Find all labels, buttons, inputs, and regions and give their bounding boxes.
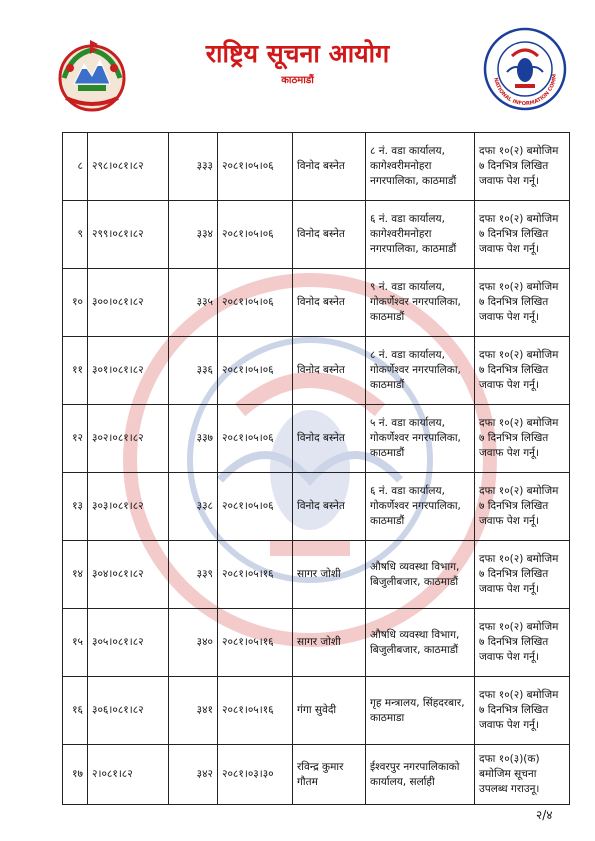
applicant-name-cell: विनोद बस्नेत [293, 473, 366, 541]
registration-number-cell: २९८।०८१।८२ [88, 133, 169, 201]
date-cell: २०८१।०५।०६ [218, 473, 293, 541]
public-body-cell: ६ नं. वडा कार्यालय, गोकर्णेश्वर नगरपालिका, काठमाडौं [366, 473, 475, 541]
applicant-name-cell: विनोद बस्नेत [293, 337, 366, 405]
applicant-name-cell: विनोद बस्नेत [293, 133, 366, 201]
serial-number-cell: १७ [63, 745, 88, 805]
serial-number-cell: ९ [63, 201, 88, 269]
date-cell: २०८१।०५।१६ [218, 677, 293, 745]
case-number-cell: ३३४ [169, 201, 218, 269]
date-cell: २०८१।०५।१६ [218, 609, 293, 677]
page-title: राष्ट्रिय सूचना आयोग [205, 39, 390, 68]
table-row [63, 201, 570, 269]
registration-number-cell: ३०१।०८१।८२ [88, 337, 169, 405]
applicant-name-cell: विनोद बस्नेत [293, 201, 366, 269]
case-number-cell: ३३५ [169, 269, 218, 337]
serial-number-cell: १३ [63, 473, 88, 541]
date-cell: २०८१।०५।०६ [218, 133, 293, 201]
decision-cell: दफा १०(२) बमोजिम ७ दिनभित्र लिखित जवाफ पेश गर्नू। [475, 269, 570, 337]
registration-number-cell: ३०२।०८१।८२ [88, 405, 169, 473]
date-cell: २०८१।०५।०६ [218, 405, 293, 473]
decision-cell: दफा १०(२) बमोजिम ७ दिनभित्र लिखित जवाफ पेश गर्नू। [475, 337, 570, 405]
table-row [63, 133, 570, 201]
applicant-name-cell: विनोद बस्नेत [293, 405, 366, 473]
applicant-name-cell: रविन्द्र कुमार गौतम [293, 745, 366, 805]
serial-number-cell: १५ [63, 609, 88, 677]
public-body-cell: ८ नं. वडा कार्यालय, गोकर्णेश्वर नगरपालिका, काठमाडौं [366, 337, 475, 405]
registration-number-cell: ३०४।०८१।८२ [88, 541, 169, 609]
table-row [63, 745, 570, 805]
table-row [63, 609, 570, 677]
serial-number-cell: १६ [63, 677, 88, 745]
decision-cell: दफा १०(२) बमोजिम ७ दिनभित्र लिखित जवाफ पेश गर्नू। [475, 473, 570, 541]
registration-number-cell: ३०५।०८१।८२ [88, 609, 169, 677]
serial-number-cell: ८ [63, 133, 88, 201]
table-row [63, 337, 570, 405]
serial-number-cell: ११ [63, 337, 88, 405]
applicant-name-cell: विनोद बस्नेत [293, 269, 366, 337]
decision-cell: दफा १०(२) बमोजिम ७ दिनभित्र लिखित जवाफ पेश गर्नू। [475, 405, 570, 473]
decision-cell: दफा १०(२) बमोजिम ७ दिनभित्र लिखित जवाफ पेश गर्नू। [475, 541, 570, 609]
registration-number-cell: ३०६।०८१।८२ [88, 677, 169, 745]
decision-cell: दफा १०(३)(क) बमोजिम सूचना उपलब्ध गराउनू। [475, 745, 570, 805]
serial-number-cell: १० [63, 269, 88, 337]
table-row [63, 541, 570, 609]
table-row [63, 677, 570, 745]
registration-number-cell: २।०८१।८२ [88, 745, 169, 805]
registration-number-cell: २९९।०८१।८२ [88, 201, 169, 269]
records-table [62, 132, 570, 805]
registration-number-cell: ३००।०८१।८२ [88, 269, 169, 337]
page-number: २/४ [536, 808, 553, 822]
public-body-cell: औषधि व्यवस्था विभाग, बिजुलीबजार, काठमाडौं [366, 609, 475, 677]
case-number-cell: ३३३ [169, 133, 218, 201]
public-body-cell: ८ नं. वडा कार्यालय, कागेश्वरीमनोहरा नगरपालिका, काठमाडौं [366, 133, 475, 201]
serial-number-cell: १२ [63, 405, 88, 473]
case-number-cell: ३३६ [169, 337, 218, 405]
case-number-cell: ३३८ [169, 473, 218, 541]
case-number-cell: ३३७ [169, 405, 218, 473]
applicant-name-cell: गंगा सुवेदी [293, 677, 366, 745]
registration-number-cell: ३०३।०८१।८२ [88, 473, 169, 541]
decision-cell: दफा १०(२) बमोजिम ७ दिनभित्र लिखित जवाफ पेश गर्नू। [475, 609, 570, 677]
decision-cell: दफा १०(२) बमोजिम ७ दिनभित्र लिखित जवाफ पेश गर्नू। [475, 133, 570, 201]
decision-cell: दफा १०(२) बमोजिम ७ दिनभित्र लिखित जवाफ पेश गर्नू। [475, 201, 570, 269]
decision-cell: दफा १०(२) बमोजिम ७ दिनभित्र लिखित जवाफ पेश गर्नू। [475, 677, 570, 745]
commission-seal-icon [482, 26, 568, 112]
applicant-name-cell: सागर जोशी [293, 541, 366, 609]
public-body-cell: औषधि व्यवस्था विभाग, बिजुलीबजार, काठमाडौं [366, 541, 475, 609]
page-subtitle: काठमाडौं [281, 75, 314, 86]
public-body-cell: ९ नं. वडा कार्यालय, गोकर्णेश्वर नगरपालिका, काठमाडौं [366, 269, 475, 337]
public-body-cell: ईश्वरपुर नगरपालिकाको कार्यालय, सर्लाही [366, 745, 475, 805]
case-number-cell: ३४० [169, 609, 218, 677]
table-row [63, 473, 570, 541]
case-number-cell: ३४२ [169, 745, 218, 805]
seal-lettering: NATIONAL INFORMATION COMM [492, 73, 559, 108]
case-number-cell: ३३९ [169, 541, 218, 609]
public-body-cell: ६ नं. वडा कार्यालय, कागेश्वरीमनोहरा नगरपालिका, काठमाडौं [366, 201, 475, 269]
applicant-name-cell: सागर जोशी [293, 609, 366, 677]
public-body-cell: गृह मन्त्रालय, सिंहदरबार, काठमाडा [366, 677, 475, 745]
date-cell: २०८१।०५।०६ [218, 269, 293, 337]
date-cell: २०८१।०५।१६ [218, 541, 293, 609]
case-number-cell: ३४१ [169, 677, 218, 745]
public-body-cell: ५ नं. वडा कार्यालय, गोकर्णेश्वर नगरपालिका, काठमाडौं [366, 405, 475, 473]
table-row [63, 405, 570, 473]
serial-number-cell: १४ [63, 541, 88, 609]
date-cell: २०८१।०५।०६ [218, 201, 293, 269]
date-cell: २०८१।०५।०६ [218, 337, 293, 405]
table-row [63, 269, 570, 337]
date-cell: २०८१।०३।३० [218, 745, 293, 805]
